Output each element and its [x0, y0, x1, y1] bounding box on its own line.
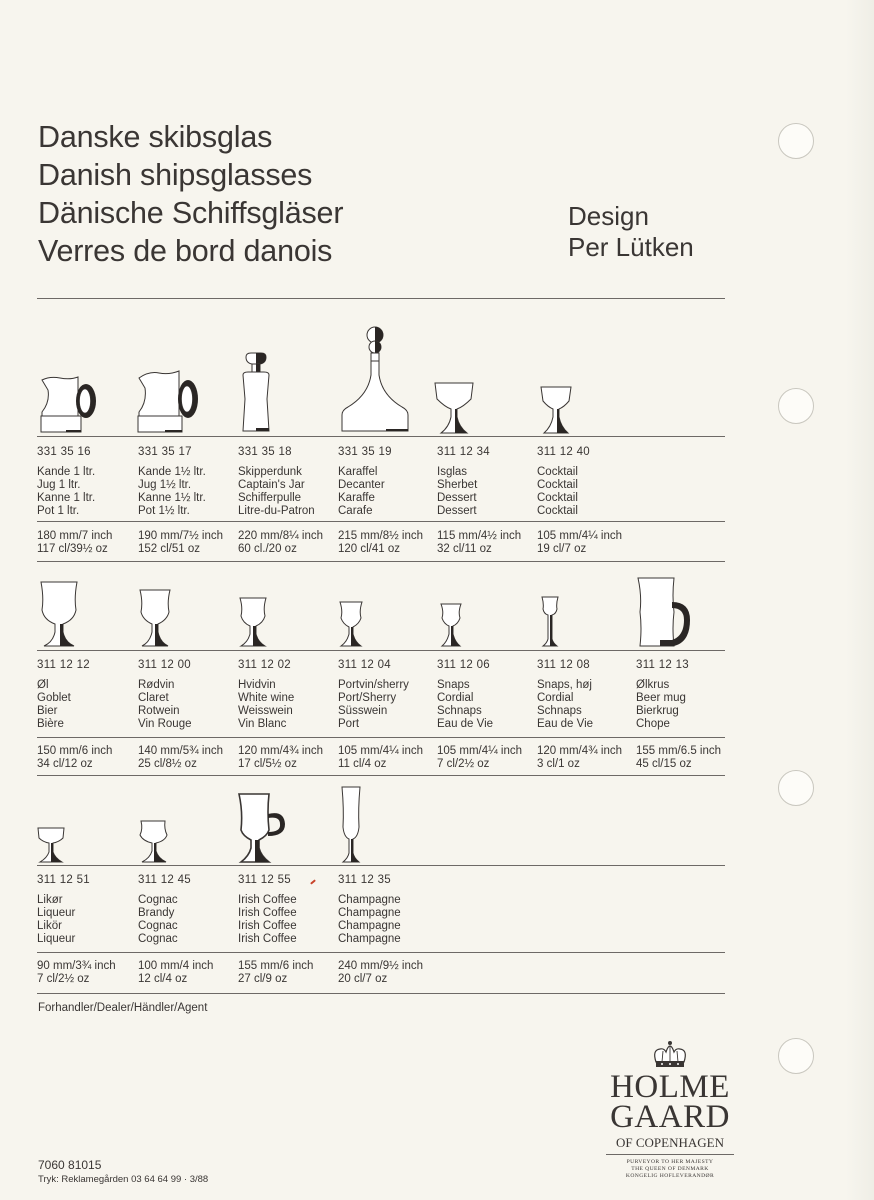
logo-tagline-3: KONGELIG HOFLEVERANDØR — [625, 1173, 715, 1179]
name-french: Port — [338, 718, 360, 730]
binder-hole — [778, 388, 814, 424]
product-311-12-00 — [138, 659, 238, 731]
name-danish: Ølkrus — [636, 679, 670, 691]
binder-hole — [778, 123, 814, 159]
name-french: Eau de Vie — [537, 718, 594, 730]
sherbet-glass-icon — [433, 381, 475, 435]
divider-row3-bottom — [37, 993, 725, 994]
height-value: 105 mm/4¼ inch — [437, 745, 523, 757]
name-english: Decanter — [338, 479, 385, 491]
volume-value: 12 cl/4 oz — [138, 973, 188, 985]
logo-line-holme: HOLME — [610, 1069, 730, 1105]
dealer-label: Forhandler/Dealer/Händler/Agent — [38, 1002, 208, 1014]
printer-credit: Tryk: Reklamegården 03 64 64 99 · 3/88 — [38, 1174, 209, 1185]
height-value: 120 mm/4¾ inch — [537, 745, 623, 757]
product-names — [37, 679, 137, 731]
name-english: Sherbet — [437, 479, 478, 491]
volume-value: 27 cl/9 oz — [238, 973, 288, 985]
product-code: 311 12 55 — [238, 874, 292, 886]
design-label: Design — [568, 201, 649, 231]
product-code: 311 12 12 — [37, 659, 91, 671]
name-french: Irish Coffee — [238, 933, 297, 945]
product-names — [437, 466, 537, 518]
product-311-12-55 — [238, 874, 338, 946]
name-danish: Isglas — [437, 466, 468, 478]
name-french: Vin Rouge — [138, 718, 192, 730]
product-311-12-06 — [437, 659, 537, 731]
product-311-12-45 — [138, 874, 238, 946]
product-names — [138, 679, 238, 731]
title-danish: Danske skibsglas — [38, 120, 273, 154]
name-french: Eau de Vie — [437, 718, 494, 730]
title-german: Dänische Schiffsgläser — [38, 196, 344, 230]
product-names — [138, 466, 238, 518]
volume-value: 117 cl/39½ oz — [37, 543, 108, 555]
name-danish: Cocktail — [537, 466, 578, 478]
dimensions — [338, 530, 438, 556]
name-french: Carafe — [338, 505, 373, 517]
name-english: Cordial — [537, 692, 574, 704]
name-english: Port/Sherry — [338, 692, 397, 704]
name-german: Schifferpulle — [238, 492, 302, 504]
name-english: Irish Coffee — [238, 907, 297, 919]
name-danish: Snaps, høj — [537, 679, 592, 691]
product-names — [138, 894, 238, 946]
designer-credit — [568, 201, 694, 263]
volume-value: 152 cl/51 oz — [138, 543, 201, 555]
title-english: Danish shipsglasses — [38, 158, 313, 192]
product-311-12-04 — [338, 659, 438, 731]
name-english: Cocktail — [537, 479, 578, 491]
red-wine-glass-icon — [137, 588, 173, 648]
name-danish: Snaps — [437, 679, 470, 691]
dimensions — [37, 960, 137, 986]
name-danish: Kande 1 ltr. — [37, 466, 96, 478]
product-names — [537, 679, 637, 731]
product-code: 331 35 18 — [238, 446, 292, 458]
name-french: Liqueur — [37, 933, 76, 945]
product-code: 311 12 13 — [636, 659, 690, 671]
divider-row2-top — [37, 650, 725, 651]
name-german: Likör — [37, 920, 62, 932]
divider-row1-mid — [37, 521, 725, 522]
name-danish: Rødvin — [138, 679, 175, 691]
volume-value: 32 cl/11 oz — [437, 543, 492, 555]
name-danish: Champagne — [338, 894, 401, 906]
name-danish: Cognac — [138, 894, 178, 906]
name-french: Chope — [636, 718, 670, 730]
product-code: 311 12 35 — [338, 874, 392, 886]
product-331-35-19 — [338, 446, 438, 518]
product-311-12-13 — [636, 659, 736, 731]
height-value: 215 mm/8½ inch — [338, 530, 424, 542]
divider-row1-bottom — [37, 561, 725, 562]
product-311-12-51 — [37, 874, 137, 946]
product-names — [338, 894, 438, 946]
volume-value: 45 cl/15 oz — [636, 758, 692, 770]
name-german: Bier — [37, 705, 58, 717]
product-names — [338, 679, 438, 731]
height-value: 100 mm/4 inch — [138, 960, 214, 972]
volume-value: 3 cl/1 oz — [537, 758, 580, 770]
jug-icon — [40, 372, 98, 434]
volume-value: 7 cl/2½ oz — [437, 758, 490, 770]
product-code: 311 12 08 — [537, 659, 591, 671]
name-danish: Karaffel — [338, 466, 378, 478]
product-code: 311 12 40 — [537, 446, 591, 458]
height-value: 180 mm/7 inch — [37, 530, 113, 542]
logo-divider — [606, 1154, 734, 1155]
product-code: 331 35 17 — [138, 446, 192, 458]
dimensions — [37, 745, 137, 771]
dimensions — [238, 530, 338, 556]
binder-hole — [778, 1038, 814, 1074]
product-names — [37, 466, 137, 518]
height-value: 240 mm/9½ inch — [338, 960, 424, 972]
divider-header — [37, 298, 725, 299]
liqueur-glass-icon — [36, 826, 66, 864]
product-names — [238, 894, 338, 946]
name-english: Liqueur — [37, 907, 76, 919]
name-english: Champagne — [338, 907, 401, 919]
name-french: Dessert — [437, 505, 477, 517]
product-331-35-17 — [138, 446, 238, 518]
height-value: 150 mm/6 inch — [37, 745, 113, 757]
jug-large-icon — [137, 368, 199, 434]
height-value: 155 mm/6.5 inch — [636, 745, 722, 757]
product-names — [537, 466, 637, 518]
white-wine-glass-icon — [237, 596, 269, 648]
name-german: Dessert — [437, 492, 477, 504]
height-value: 140 mm/5¾ inch — [138, 745, 224, 757]
name-english: Claret — [138, 692, 169, 704]
product-names — [37, 894, 137, 946]
height-value: 105 mm/4¼ inch — [338, 745, 424, 757]
name-german: Karaffe — [338, 492, 375, 504]
volume-value: 120 cl/41 oz — [338, 543, 401, 555]
product-names — [437, 679, 537, 731]
name-danish: Øl — [37, 679, 49, 691]
dimensions — [238, 960, 338, 986]
name-german: Bierkrug — [636, 705, 679, 717]
name-german: Irish Coffee — [238, 920, 297, 932]
name-german: Cocktail — [537, 492, 578, 504]
name-french: Vin Blanc — [238, 718, 287, 730]
port-glass-icon — [337, 600, 365, 648]
name-german: Schnaps — [537, 705, 582, 717]
product-code: 331 35 16 — [37, 446, 91, 458]
product-code: 311 12 51 — [37, 874, 91, 886]
name-danish: Skipperdunk — [238, 466, 302, 478]
name-french: Pot 1 ltr. — [37, 505, 80, 517]
article-number: 7060 81015 — [38, 1158, 102, 1172]
product-311-12-34 — [437, 446, 537, 518]
name-german: Kanne 1½ ltr. — [138, 492, 206, 504]
product-code: 311 12 45 — [138, 874, 192, 886]
height-value: 190 mm/7½ inch — [138, 530, 224, 542]
name-danish: Kande 1½ ltr. — [138, 466, 206, 478]
name-french: Cognac — [138, 933, 178, 945]
cocktail-glass-icon — [538, 385, 574, 435]
name-english: Cordial — [437, 692, 474, 704]
champagne-flute-icon — [339, 785, 363, 864]
volume-value: 34 cl/12 oz — [37, 758, 93, 770]
height-value: 155 mm/6 inch — [238, 960, 314, 972]
volume-value: 19 cl/7 oz — [537, 543, 587, 555]
dimensions — [138, 745, 238, 771]
name-german: Champagne — [338, 920, 401, 932]
logo-tagline-1: PURVEYOR TO HER MAJESTY — [626, 1159, 714, 1165]
decanter-icon — [338, 325, 412, 435]
name-german: Schnaps — [437, 705, 482, 717]
name-english: White wine — [238, 692, 295, 704]
name-english: Captain's Jar — [238, 479, 305, 491]
name-english: Jug 1 ltr. — [37, 479, 81, 491]
product-331-35-18 — [238, 446, 338, 518]
name-english: Brandy — [138, 907, 175, 919]
product-names — [238, 466, 338, 518]
page-edge-shadow — [846, 0, 874, 1200]
product-311-12-12 — [37, 659, 137, 731]
divider-row3-mid — [37, 952, 725, 953]
name-german: Süsswein — [338, 705, 388, 717]
logo-line-gaard: GAARD — [610, 1099, 730, 1135]
dimensions — [537, 745, 637, 771]
name-english: Jug 1½ ltr. — [138, 479, 192, 491]
product-code: 311 12 04 — [338, 659, 392, 671]
product-names — [338, 466, 438, 518]
snaps-glass-icon — [438, 602, 464, 648]
dimensions — [138, 960, 238, 986]
name-danish: Portvin/sherry — [338, 679, 409, 691]
product-code: 311 12 00 — [138, 659, 192, 671]
dimensions — [437, 530, 537, 556]
divider-row2-bottom — [37, 775, 725, 776]
logo-tagline-2: THE QUEEN OF DENMARK — [631, 1166, 709, 1172]
name-english: Goblet — [37, 692, 71, 704]
cognac-glass-icon — [137, 819, 169, 864]
name-french: Bière — [37, 718, 64, 730]
name-danish: Irish Coffee — [238, 894, 297, 906]
volume-value: 7 cl/2½ oz — [37, 973, 90, 985]
dimensions — [636, 745, 736, 771]
product-311-12-35 — [338, 874, 438, 946]
name-danish: Hvidvin — [238, 679, 276, 691]
product-code: 311 12 02 — [238, 659, 292, 671]
irish-coffee-glass-icon — [237, 792, 291, 864]
name-german: Kanne 1 ltr. — [37, 492, 96, 504]
divider-row3-top — [37, 865, 725, 866]
holmegaard-logo — [600, 1040, 740, 1180]
product-311-12-02 — [238, 659, 338, 731]
name-german: Weisswein — [238, 705, 293, 717]
dimensions — [537, 530, 637, 556]
crown-icon — [650, 1040, 690, 1070]
dimensions — [138, 530, 238, 556]
dimensions — [37, 530, 137, 556]
logo-line-copenhagen: OF COPENHAGEN — [616, 1135, 724, 1150]
height-value: 220 mm/8¼ inch — [238, 530, 324, 542]
dimensions — [338, 960, 438, 986]
product-331-35-16 — [37, 446, 137, 518]
name-german: Cognac — [138, 920, 178, 932]
volume-value: 60 cl./20 oz — [238, 543, 297, 555]
name-german: Rotwein — [138, 705, 180, 717]
product-311-12-40 — [537, 446, 637, 518]
product-code: 311 12 34 — [437, 446, 491, 458]
product-names — [636, 679, 736, 731]
name-french: Champagne — [338, 933, 401, 945]
volume-value: 20 cl/7 oz — [338, 973, 388, 985]
name-english: Beer mug — [636, 692, 686, 704]
divider-row2-mid — [37, 737, 725, 738]
product-311-12-08 — [537, 659, 637, 731]
product-code: 311 12 06 — [437, 659, 491, 671]
beer-mug-icon — [636, 576, 694, 648]
product-names — [238, 679, 338, 731]
dimensions — [437, 745, 537, 771]
binder-hole — [778, 770, 814, 806]
designer-name: Per Lütken — [568, 232, 694, 262]
name-french: Cocktail — [537, 505, 578, 517]
goblet-icon — [38, 580, 80, 648]
name-french: Pot 1½ ltr. — [138, 505, 190, 517]
tall-snaps-glass-icon — [539, 595, 561, 648]
height-value: 105 mm/4¼ inch — [537, 530, 623, 542]
name-french: Litre-du-Patron — [238, 505, 315, 517]
height-value: 90 mm/3¾ inch — [37, 960, 116, 972]
product-code: 331 35 19 — [338, 446, 392, 458]
captains-jar-icon — [238, 351, 274, 435]
volume-value: 17 cl/5½ oz — [238, 758, 297, 770]
volume-value: 11 cl/4 oz — [338, 758, 387, 770]
dimensions — [338, 745, 438, 771]
height-value: 120 mm/4¾ inch — [238, 745, 324, 757]
name-danish: Likør — [37, 894, 63, 906]
divider-row1-top — [37, 436, 725, 437]
volume-value: 25 cl/8½ oz — [138, 758, 197, 770]
dimensions — [238, 745, 338, 771]
page-title — [38, 118, 343, 270]
title-french: Verres de bord danois — [38, 234, 333, 268]
height-value: 115 mm/4½ inch — [437, 530, 522, 542]
